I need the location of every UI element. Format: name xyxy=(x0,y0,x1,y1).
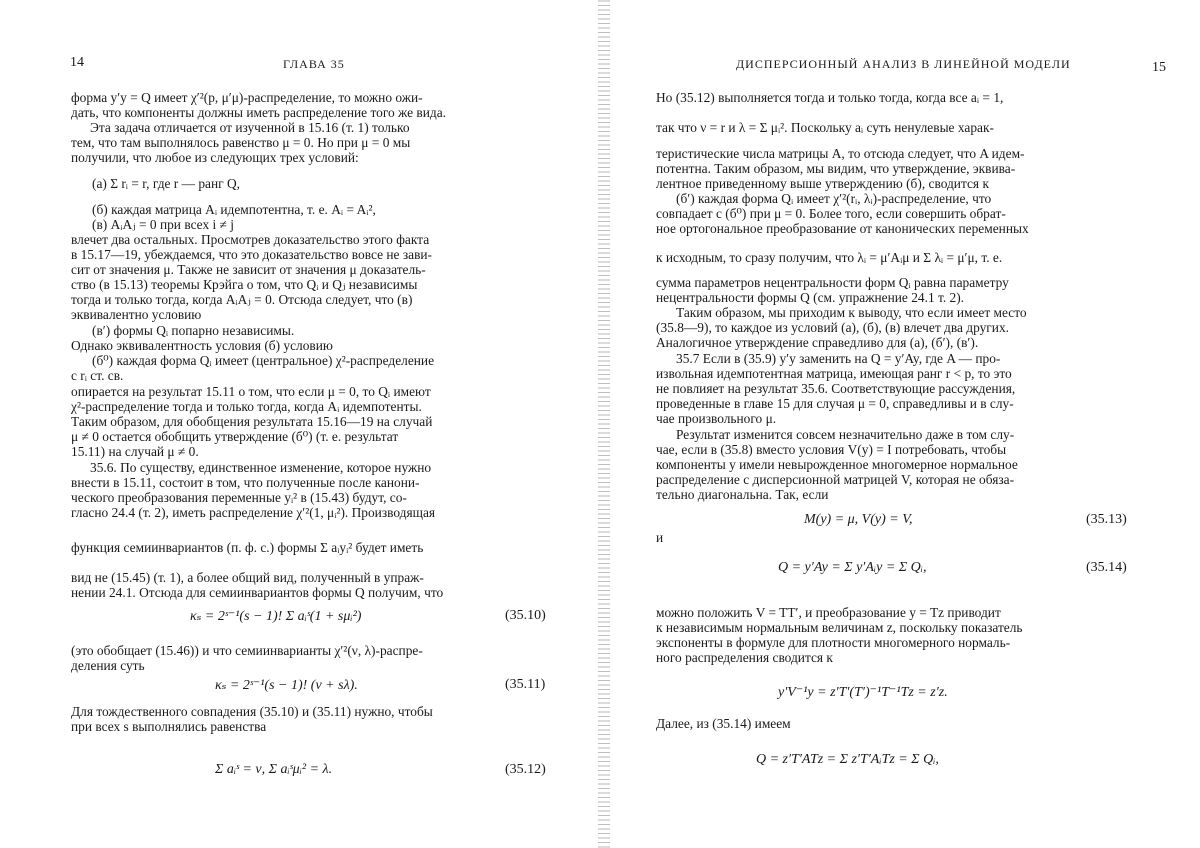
equation-number: (35.10) xyxy=(505,608,546,623)
display-equation: M(y) = μ, V(y) = V, xyxy=(804,512,913,527)
text-line: 35.6. По существу, единственное изменение, которое нужно xyxy=(90,460,432,475)
text-line: тельно диагональна. Так, если xyxy=(656,487,829,502)
text-line: теристические числа матрицы A, то отсюда следует, что A идем- xyxy=(656,146,1025,161)
text-line: μ ≠ 0 остается обобщить утверждение (б⁰) (т. е. результат xyxy=(71,429,399,444)
text-line: компоненты y имели невырожденное многомерное нормальное xyxy=(656,457,1018,472)
text-line: к исходным, то сразу получим, что λᵢ = μ′Aᵢμ и Σ λᵢ = μ′μ, т. е. xyxy=(656,250,1003,265)
display-equation: κₛ = 2ˢ⁻¹(s − 1)! (ν + sλ). xyxy=(215,678,358,693)
text-line: (б⁰) каждая форма Qᵢ имеет (центральное) χ²-распределение xyxy=(92,353,435,368)
text-line: влечет два остальных. Просмотрев доказательство этого факта xyxy=(71,232,430,247)
text-line: ное ортогональное преобразование от канонических переменных xyxy=(656,221,1029,236)
left-page-number: 14 xyxy=(70,55,84,70)
text-line: с rᵢ ст. св. xyxy=(71,368,124,383)
equation-number: (35.13) xyxy=(1086,512,1127,527)
text-line: (в′) формы Qᵢ попарно независимы. xyxy=(92,323,295,338)
text-line: Далее, из (35.14) имеем xyxy=(656,716,791,731)
equation-number: (35.14) xyxy=(1086,560,1127,575)
text-line: вид не (15.45) (т. 1), а более общий вид, полученный в упраж- xyxy=(71,570,424,585)
text-line: тогда и только тогда, когда AᵢAⱼ = 0. Отсюда следует, что (в) xyxy=(71,292,413,307)
text-line: деления суть xyxy=(71,658,145,673)
text-line: ческого преобразования переменные yᵢ² в (15.43) будут, со- xyxy=(71,490,407,505)
display-equation: Σ aᵢˢ = ν, Σ aᵢˢμᵢ² = λ. xyxy=(215,762,333,777)
text-line: Результат изменится совсем незначительно даже в том слу- xyxy=(676,427,1015,442)
text-line: чае произвольного μ. xyxy=(656,411,777,426)
text-line: сумма параметров нецентральности форм Qᵢ равна параметру xyxy=(656,275,1009,290)
text-line: распределение с дисперсионной матрицей V, которая не обяза- xyxy=(656,472,1015,487)
text-line: нении 24.1. Отсюда для семиинвариантов формы Q получим, что xyxy=(71,585,444,600)
text-line: так что ν = r и λ = Σ μᵢ². Поскольку aᵢ суть ненулевые харак- xyxy=(656,120,994,135)
text-line: извольная идемпотентная матрица, имеющая ранг r < p, то это xyxy=(656,366,1012,381)
text-line: можно положить V = TT′, и преобразование y = Tz приводит xyxy=(656,605,1001,620)
right-page-number: 15 xyxy=(1152,60,1166,75)
text-line: лентное приведенному выше утверждению (б), сводится к xyxy=(656,176,989,191)
text-line: (35.8—9), то каждое из условий (а), (б), (в) влечет два других. xyxy=(656,320,1010,335)
text-line: функция семиинвариантов (п. ф. с.) формы Σ aᵢyᵢ² будет иметь xyxy=(71,540,424,555)
equation-number: (35.11) xyxy=(505,677,546,692)
right-running-header: ДИСПЕРСИОННЫЙ АНАЛИЗ В ЛИНЕЙНОЙ МОДЕЛИ xyxy=(736,57,1071,71)
text-line: (а) Σ rᵢ = r, где r — ранг Q, xyxy=(92,176,241,191)
text-line: в 15.17—19, убеждаемся, что это доказательство вовсе не зави- xyxy=(71,247,433,262)
text-line: 35.7 Если в (35.9) y′y заменить на Q = y′Ay, где A — про- xyxy=(676,351,1001,366)
text-line: проведенные в главе 15 для случая μ = 0, справедливы и в слу- xyxy=(656,396,1014,411)
text-line: ного распределения сводится к xyxy=(656,650,833,665)
display-equation: y′V⁻¹y = z′T′(T′)⁻¹T⁻¹Tz = z′z. xyxy=(778,685,948,700)
display-equation: Q = z′T′ATz = Σ z′T′AᵢTz = Σ Qᵢ, xyxy=(756,752,939,767)
text-line: (в) AᵢAⱼ = 0 при всех i ≠ j xyxy=(92,217,234,232)
text-line: внести в 15.11, состоит в том, что полученные после канони- xyxy=(71,475,420,490)
text-line: не повлияет на результат 35.6. Соответствующие рассуждения, xyxy=(656,381,1016,396)
text-line: (б) каждая матрица Aᵢ идемпотентна, т. е. Aᵢ = Aᵢ², xyxy=(92,202,376,217)
text-line: потентна. Таким образом, мы видим, что утверждение, эквива- xyxy=(656,161,1016,176)
equation-number: (35.12) xyxy=(505,762,546,777)
text-line: Таким образом, мы приходим к выводу, что если имеет место xyxy=(676,305,1027,320)
text-line: опирается на результат 15.11 о том, что если μ = 0, то Qᵢ имеют xyxy=(71,384,431,399)
text-line: и xyxy=(656,530,664,545)
display-equation: κₛ = 2ˢ⁻¹(s − 1)! Σ aᵢˢ(1 + sμᵢ²) xyxy=(190,609,362,624)
text-line: эквивалентно условию xyxy=(71,307,202,322)
text-line: при всех s выполнялись равенства xyxy=(71,719,267,734)
text-line: Аналогичное утверждение справедливо для (а), (б′), (в′). xyxy=(656,335,979,350)
text-line: (б′) каждая форма Qᵢ имеет χ′²(rᵢ, λᵢ)-распределение, что xyxy=(676,191,992,206)
text-line: нецентральности формы Q (см. упражнение 24.1 т. 2). xyxy=(656,290,965,305)
text-line: получили, что любое из следующих трех условий: xyxy=(71,150,359,165)
text-line: ство (в 15.13) теоремы Крэйга о том, что Qᵢ и Qⱼ независимы xyxy=(71,277,418,292)
text-line: 15.11) на случай μ ≠ 0. xyxy=(71,444,199,459)
text-line: Однако эквивалентность условия (б) условию xyxy=(71,338,333,353)
text-line: чае, если в (35.8) вместо условия V(y) = I потребовать, чтобы xyxy=(656,442,1007,457)
text-line: Таким образом, для обобщения результата 15.16—19 на случай xyxy=(71,414,433,429)
left-running-header: ГЛАВА 35 xyxy=(283,57,345,71)
text-line: Для тождественного совпадения (35.10) и (35.11) нужно, чтобы xyxy=(71,704,433,719)
text-line: экспоненты в формуле для плотности многомерного нормаль- xyxy=(656,635,1011,650)
text-line: сит от значения μ. Также не зависит от значения μ доказатель- xyxy=(71,262,426,277)
text-line: гласно 24.4 (т. 2), иметь распределение χ′²(1, μᵢ²). Производящая xyxy=(71,505,436,520)
text-line: Но (35.12) выполняется тогда и только тогда, когда все aᵢ = 1, xyxy=(656,90,1004,105)
display-equation: Q = y′Ay = Σ y′Aᵢy = Σ Qᵢ, xyxy=(778,560,927,575)
text-line: совпадает с (б⁰) при μ = 0. Более того, если совершить обрат- xyxy=(656,206,1006,221)
text-line: Эта задача отличается от изученной в 15.16 (т. 1) только xyxy=(90,120,410,135)
text-line: (это обобщает (15.46)) и что семиинварианты χ′²(ν, λ)-распре- xyxy=(71,643,423,658)
text-line: тем, что там выполнялось равенство μ = 0. Но при μ = 0 мы xyxy=(71,135,411,150)
text-line: χ²-распределение тогда и только тогда, когда Aᵢ идемпотенты. xyxy=(71,399,422,414)
right-page xyxy=(608,0,1200,848)
text-line: форма y′y = Q имеет χ′²(p, μ′μ)-распределение, то можно ожи- xyxy=(71,90,423,105)
text-line: дать, что компоненты должны иметь распределение того же вида. xyxy=(71,105,447,120)
text-line: к независимым нормальным величинам z, поскольку показатель xyxy=(656,620,1023,635)
